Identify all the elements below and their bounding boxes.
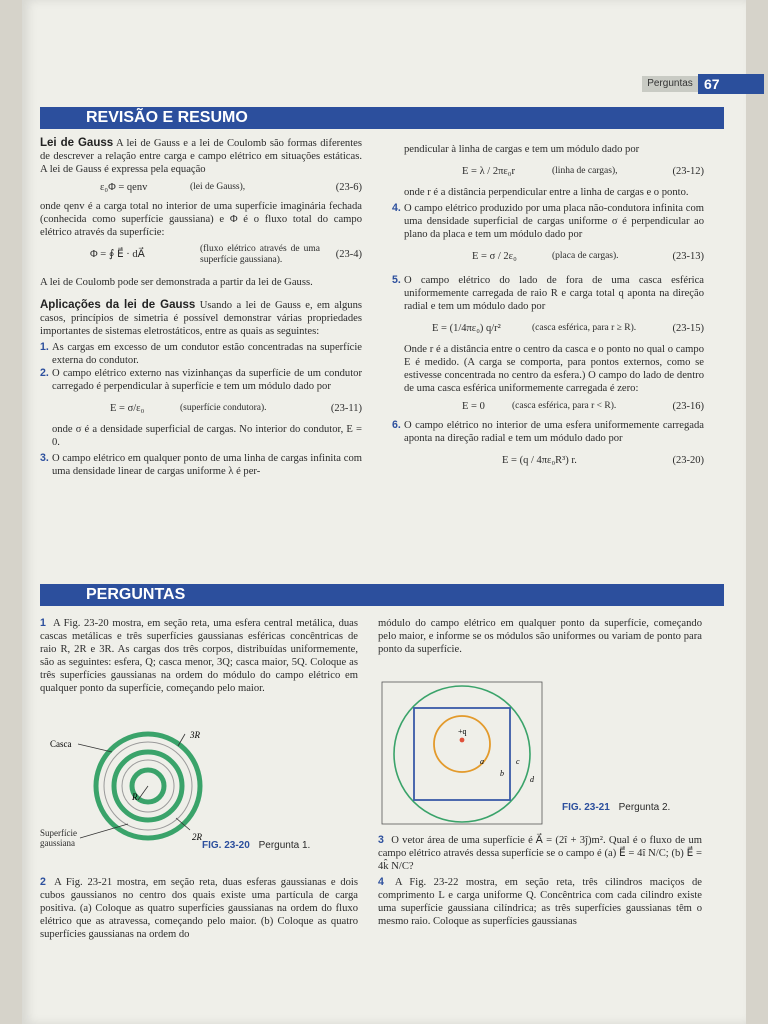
eq-number: (23-20)	[672, 455, 704, 466]
eq-formula: E = σ/ε₀	[110, 403, 145, 414]
eq-number: (23-16)	[672, 401, 704, 412]
label-2R: 2R	[192, 832, 202, 842]
label-superficie-gaussiana: Superfície gaussiana	[40, 828, 77, 848]
figure-caption: Pergunta 2.	[618, 802, 671, 813]
question-number: 2	[40, 876, 46, 888]
eq-label: (fluxo elétrico através de uma superfície gaussiana).	[200, 244, 320, 265]
eq-formula: E = (q / 4πε₀R³) r.	[502, 455, 577, 466]
apps-heading: Aplicações da lei de Gauss	[40, 299, 196, 311]
review-band	[40, 107, 724, 129]
item-2-after: onde σ é a densidade superficial de cargas. No interior do condutor, E = 0.	[52, 424, 362, 448]
review-left-column	[40, 137, 362, 478]
question-1	[40, 617, 358, 695]
apps-paragraph	[40, 299, 362, 338]
equation-23-13	[392, 244, 704, 268]
eq-number: (23-4)	[335, 249, 362, 260]
questions-band	[40, 584, 724, 606]
gauss-text-1: A lei de Gauss e a lei de Coulomb são formas diferentes de descrever a relação entre carga e campo elétrico em situações estáticas. A lei de Gauss é expressa pela equação	[40, 138, 362, 175]
label-a: a	[480, 757, 484, 766]
question-number: 1	[40, 617, 46, 629]
item-4-text: O campo elétrico produzido por uma placa não-condutora infinita com uma densidade superficial de cargas uniforme σ é perpendicular ao plano da placa e tem um módulo dado por	[404, 203, 704, 240]
eq-label: (casca esférica, para r ≥ R).	[532, 323, 637, 333]
eq-formula: E = σ / 2ε₀	[472, 251, 517, 262]
label-3R: 3R	[190, 730, 200, 740]
list-item: 5. O campo elétrico do lado de fora de uma casca esférica uniformemente carregada de raio R e carga total q aponta na direção radial e tem um módulo dado por	[392, 274, 704, 312]
gauss-heading: Lei de Gauss	[40, 137, 114, 149]
equation-23-16	[392, 398, 704, 416]
item-6-text: O campo elétrico no interior de uma esfera uniformemente carregada aponta na direção radial e tem um módulo dado por	[404, 420, 704, 444]
label-casca: Casca	[50, 739, 72, 749]
figure-23-21	[378, 678, 548, 828]
list-item: 1. As cargas em excesso de um condutor estão concentradas na superfície externa do condutor.	[40, 341, 362, 366]
question-2-text: A Fig. 23-21 mostra, em seção reta, duas esferas gaussianas e dois cubos gaussianos no centro dos quais existe uma partícula de carga positiva. (a) Coloque as quatro superfícies gaussianas na ordem do fluxo elétrico que as atravessa, começando pelo maior. (b) Coloque as quatro superfícies gaussianas na ordem do	[40, 877, 358, 940]
question-2	[40, 876, 358, 941]
list-item: 6. O campo elétrico no interior de uma esfera uniformemente carregada aponta na direção radial e tem um módulo dado por	[392, 419, 704, 444]
question-4	[378, 876, 702, 928]
review-right-column	[392, 143, 704, 475]
eq-label: (linha de cargas),	[552, 166, 618, 176]
eq-formula: Φ = ∮ E⃗ · dA⃗	[90, 249, 145, 260]
equation-23-12	[392, 159, 704, 183]
review-band-title: REVISÃO E RESUMO	[86, 109, 248, 126]
question-3-text: O vetor área de uma superfície é A⃗ = (2î + 3ĵ)m². Qual é o fluxo de um campo elétrico através dessa superfície se o campo é (a) E⃗ = 4î N/C; (b) E⃗ = 4k̂ N/C?	[378, 835, 702, 872]
eq-label: (superfície condutora).	[180, 403, 267, 413]
item-3-after: onde r é a distância perpendicular entre a linha de cargas e o ponto.	[404, 187, 689, 198]
gauss-text-3: A lei de Coulomb pode ser demonstrada a partir da lei de Gauss.	[40, 277, 313, 288]
eq-formula: E = λ / 2πε₀r	[462, 166, 515, 177]
item-3-text: O campo elétrico em qualquer ponto de uma linha de cargas infinita com uma densidade linear de cargas uniforme λ é per-	[52, 453, 362, 477]
textbook-page	[22, 0, 746, 1024]
label-b: b	[500, 769, 504, 778]
list-item: 4. O campo elétrico produzido por uma placa não-condutora infinita com uma densidade superficial de cargas uniforme σ é perpendicular ao plano da placa e tem um módulo dado por	[392, 202, 704, 240]
page-number: 67	[698, 74, 764, 94]
item-5-text: O campo elétrico do lado de fora de uma casca esférica uniformemente carregada de raio R e carga total q aponta na direção radial e tem um módulo dado por	[404, 275, 704, 312]
questions-3-4	[378, 834, 702, 931]
eq-number: (23-15)	[672, 323, 704, 334]
eq-number: (23-12)	[672, 166, 704, 177]
equation-23-11	[40, 396, 362, 420]
label-q: +q	[458, 727, 467, 736]
eq-label: (casca esférica, para r < R).	[512, 401, 617, 411]
label-c: c	[516, 757, 520, 766]
item-3-cont: pendicular à linha de cargas e tem um módulo dado por	[404, 144, 640, 155]
list-item: 3. O campo elétrico em qualquer ponto de uma linha de cargas infinita com uma densidade linear de cargas uniforme λ é per-	[40, 452, 362, 477]
charge-particle	[460, 738, 465, 743]
eq-number: (23-6)	[335, 182, 362, 193]
item-1-text: As cargas em excesso de um condutor estão concentradas na superfície externa do condutor.	[52, 342, 362, 366]
label-d: d	[530, 775, 534, 784]
item-5-after: Onde r é a distância entre o centro da casca e o ponto no qual o campo E é medido. (A carga se comporta, para pontos externos, como se estivesse concentrada no centro da esfera.) O campo do lado de dentro de uma casca esférica uniformemente carregada é zero:	[404, 344, 704, 394]
equation-23-20	[392, 448, 704, 472]
figure-caption: Pergunta 1.	[258, 840, 311, 851]
equation-23-4	[40, 242, 362, 270]
questions-band-title: PERGUNTAS	[86, 586, 186, 603]
eq-number: (23-11)	[330, 403, 362, 414]
eq-number: (23-13)	[672, 251, 704, 262]
eq-label: (lei de Gauss),	[190, 182, 246, 192]
figure-23-21-caption	[562, 802, 670, 813]
concentric-shells-diagram	[78, 734, 200, 838]
eq-label: (placa de cargas).	[552, 251, 619, 261]
gaussian-cube-d	[382, 682, 542, 824]
running-header-section: Perguntas	[642, 76, 698, 92]
figure-number: FIG. 23-21	[562, 802, 610, 813]
eq-formula: ε₀Φ = qenv	[100, 182, 148, 193]
question-2-cont: módulo do campo elétrico em qualquer ponto da superfície, começando pelo maior, e informe se os módulos são uniformes ou variam de ponto para ponto da superfície.	[378, 618, 702, 655]
question-3	[378, 834, 702, 873]
equation-23-6	[40, 179, 362, 197]
label-R: R	[132, 792, 138, 802]
questions-left-column	[40, 617, 358, 698]
questions-right-column	[378, 617, 702, 659]
gauss-paragraph	[40, 137, 362, 176]
equation-23-15	[392, 316, 704, 340]
eq-formula: E = (1/4πε₀) q/r²	[432, 323, 501, 334]
question-number: 3	[378, 834, 384, 846]
question-2-block	[40, 876, 358, 944]
figure-number: FIG. 23-20	[202, 840, 250, 851]
question-1-text: A Fig. 23-20 mostra, em seção reta, uma esfera central metálica, duas cascas metálicas e três superfícies gaussianas esféricas concêntricas de raio R, 2R e 3R. As cargas dos três corpos, distribuídas uniformemente, são as seguintes: esfera, Q; casca menor, 3Q; casca maior, 5Q. Coloque as três superfícies gaussianas na ordem do módulo do campo elétrico em qualquer ponto da superfície, começando pelo maior.	[40, 618, 358, 694]
figure-23-20-caption	[202, 840, 310, 851]
list-item: 2. O campo elétrico externo nas vizinhanças da superfície de um condutor carregado é perpendicular à superfície e tem um módulo dado por	[40, 367, 362, 392]
gaussian-cube-b	[414, 708, 510, 800]
question-4-text: A Fig. 23-22 mostra, em seção reta, três cilindros maciços de comprimento L e carga uniforme Q. Concêntrica com cada cilindro existe uma superfície gaussiana cilíndrica; as três superfícies gaussianas têm o mesmo raio. Coloque as superfícies gaussianas	[378, 877, 702, 927]
question-number: 4	[378, 876, 384, 888]
gauss-text-2: onde qenv é a carga total no interior de uma superfície imaginária fechada (conhecida como superfície gaussiana) e Φ é o fluxo total do campo elétrico através da superfície:	[40, 201, 362, 238]
eq-formula: E = 0	[462, 401, 485, 412]
item-2-text: O campo elétrico externo nas vizinhanças da superfície de um condutor carregado é perpendicular à superfície e tem um módulo dado por	[52, 368, 362, 392]
apps-text: Usando a lei de Gauss e, em alguns casos, princípios de simetria é possível demonstrar várias propriedades importantes de sistemas eletrostáticos, entre as quais as seguintes:	[40, 300, 362, 337]
